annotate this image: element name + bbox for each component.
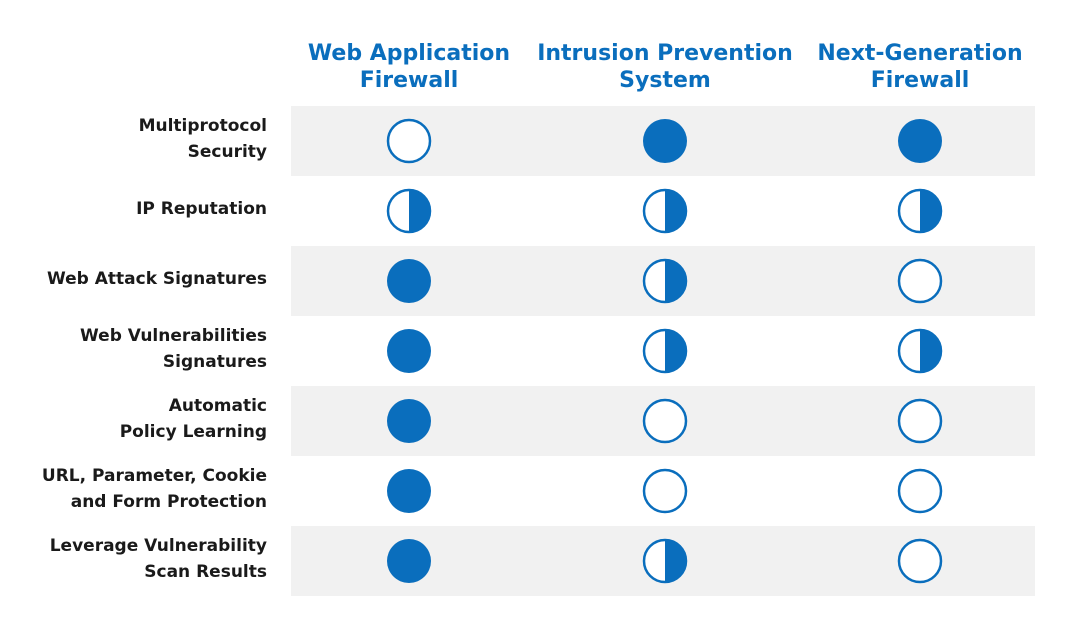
- empty-circle-icon: [386, 118, 432, 164]
- empty-circle-icon: [897, 258, 943, 304]
- row-label-line: Web Attack Signatures: [46, 269, 267, 289]
- half-circle-icon: [642, 258, 688, 304]
- full-circle-icon: [642, 118, 688, 164]
- half-circle-icon: [642, 188, 688, 234]
- full-circle-icon: [386, 398, 432, 444]
- column-header-line: System: [619, 68, 711, 93]
- column-header-line: Firewall: [359, 68, 459, 93]
- row-label-line: Multiprotocol: [138, 116, 267, 136]
- column-header-line: Firewall: [870, 68, 970, 93]
- empty-circle-icon: [642, 398, 688, 444]
- row-label: [7, 524, 267, 594]
- row-label-line: Policy Learning: [119, 422, 267, 442]
- row-label-line: IP Reputation: [136, 199, 267, 219]
- row-label: [7, 454, 267, 524]
- empty-circle-icon: [897, 538, 943, 584]
- row-label-line: URL, Parameter, Cookie: [41, 466, 267, 486]
- column-header-1: [279, 40, 539, 94]
- row-label-line: and Form Protection: [70, 492, 267, 512]
- row-label: [7, 384, 267, 454]
- row-label: [7, 174, 267, 244]
- row-label-line: Leverage Vulnerability: [49, 536, 267, 556]
- row-label-line: Scan Results: [144, 562, 267, 582]
- column-header-line: Intrusion Prevention: [537, 41, 793, 66]
- full-circle-icon: [897, 118, 943, 164]
- half-circle-icon: [642, 538, 688, 584]
- row-label-line: Web Vulnerabilities: [80, 326, 267, 346]
- full-circle-icon: [386, 328, 432, 374]
- full-circle-icon: [386, 468, 432, 514]
- row-label-line: Automatic: [168, 396, 267, 416]
- full-circle-icon: [386, 538, 432, 584]
- row-label: [7, 314, 267, 384]
- empty-circle-icon: [897, 398, 943, 444]
- row-label: [7, 244, 267, 314]
- column-header-line: Web Application: [307, 41, 511, 66]
- row-label: [7, 104, 267, 174]
- empty-circle-icon: [642, 468, 688, 514]
- empty-circle-icon: [897, 468, 943, 514]
- half-circle-icon: [897, 328, 943, 374]
- column-header-line: Next-Generation: [817, 41, 1023, 66]
- half-circle-icon: [642, 328, 688, 374]
- half-circle-icon: [386, 188, 432, 234]
- column-header-2: [535, 40, 795, 94]
- column-header-3: [790, 40, 1050, 94]
- half-circle-icon: [897, 188, 943, 234]
- full-circle-icon: [386, 258, 432, 304]
- row-label-line: Security: [187, 142, 267, 162]
- row-label-line: Signatures: [162, 352, 267, 372]
